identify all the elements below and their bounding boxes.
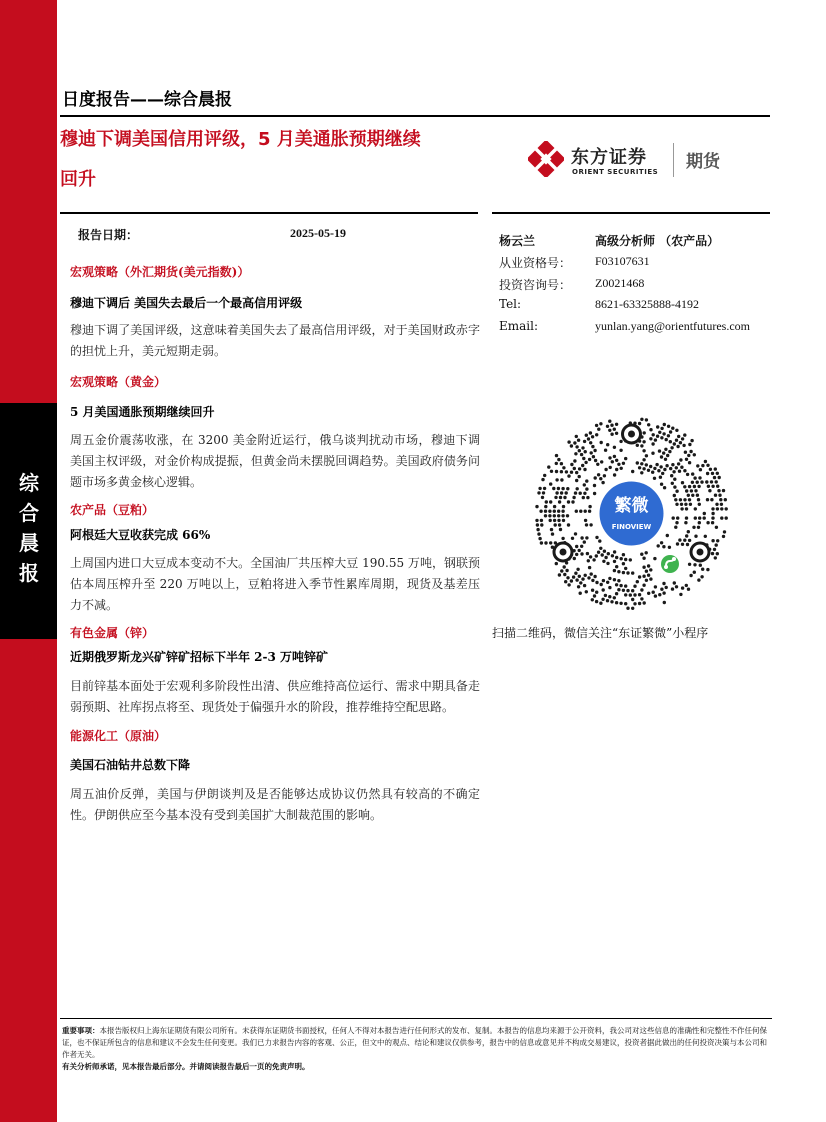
analyst-row-key: Tel:: [499, 297, 522, 311]
title-line-1: 穆迪下调美国信用评级，5 月美通胀预期继续: [60, 129, 421, 150]
title-line-2: 回升: [60, 169, 96, 190]
side-label-char: 合: [19, 501, 39, 525]
section-body: 目前锌基本面处于宏观利多阶段性出清、供应维持高位运行、需求中期具备走弱预期、社库拐点将至、现货处于偏强升水的阶段，推荐维持空配思路。: [70, 679, 480, 714]
section-subheading: 穆迪下调后 美国失去最后一个最高信用评级: [70, 296, 303, 310]
badge-brand: FINOVIEW: [611, 523, 652, 531]
side-label-char: 综: [19, 471, 39, 495]
analyst-row-key: Email:: [499, 319, 539, 333]
section-subheading: 美国石油钻井总数下降: [70, 758, 191, 772]
report-date-value: 2025-05-19: [290, 226, 346, 240]
logo-divider: [673, 143, 674, 177]
left-rule: [60, 212, 478, 214]
company-logo: [528, 139, 768, 183]
report-date-label: 报告日期：: [78, 228, 139, 242]
section-heading: 能源化工（原油）: [70, 729, 167, 743]
footer-rule: [60, 1018, 772, 1019]
analyst-name: 杨云兰: [499, 234, 536, 248]
side-label: [14, 468, 44, 588]
analyst-row-value: Z0021468: [595, 276, 645, 290]
logo-name-en: ORIENT SECURITIES: [572, 168, 659, 176]
analyst-title: 高级分析师 （农产品）: [595, 234, 720, 248]
section: [70, 372, 480, 493]
analyst-row-value[interactable]: yunlan.yang@orientfutures.com: [595, 319, 751, 333]
section-body: 穆迪下调了美国评级，这意味着美国失去了最高信用评级，对于美国财政赤字的担忧上升，美元短期走弱。: [70, 323, 480, 358]
analyst-row-value: 8621-63325888-4192: [595, 297, 699, 311]
section-heading: 宏观策略（黄金）: [70, 375, 167, 389]
section-body: 上周国内进口大豆成本变动不大。全国油厂共压榨大豆 190.55 万吨，钢联预估本周压榨升至 220 万吨以上，豆粕将进入季节性累库周期，现货及基差压力不减。: [70, 556, 480, 612]
section-heading: 宏观策略（外汇期货(美元指数)）: [70, 265, 250, 279]
disclaimer-analyst-note: 有关分析师承诺，见本报告最后部分。并请阅读报告最后一页的免责声明。: [62, 1062, 310, 1071]
section-body: 周五金价震荡收涨，在 3200 美金附近运行，俄乌谈判扰动市场，穆迪下调美国主权评级，对金价构成提振，但黄金尚未摆脱回调趋势。美国政府债务问题市场多黄金核心逻辑。: [70, 433, 480, 489]
section-body: 周五油价反弹，美国与伊朗谈判及是否能够达成协议仍然具有较高的不确定性。伊朗供应至今基本没有受到美国扩大制裁范围的影响。: [70, 787, 480, 822]
disclaimer-text: 本报告版权归上海东证期货有限公司所有。未获得东证期货书面授权，任何人不得对本报告进行任何形式的发布、复制。本报告的信息均来源于公开资料，我公司对这些信息的准确性和完整性不作任何保证，也不保证所包含的信息和建议不会发生任何变更。我们已力求报告内容的客观、公正，但文中的观点、结论和建议仅供参考，报告中的信息或意见并不构成交易建议，投资者据此做出的任何投资决策与本公司和作者无关。: [62, 1026, 767, 1059]
disclaimer-lead: 重要事项：: [62, 1026, 100, 1035]
section-subheading: 阿根廷大豆收获完成 66%: [70, 528, 211, 542]
analyst-row-key: 投资咨询号：: [499, 278, 572, 292]
qr-caption: 扫描二维码，微信关注“东证繁微”小程序: [492, 626, 709, 640]
page-title: [60, 120, 500, 200]
disclaimer: [62, 1025, 772, 1073]
section-heading: 农产品（豆粕）: [70, 503, 155, 517]
right-rule: [492, 212, 770, 214]
side-label-char: 报: [19, 561, 39, 585]
logo-name-cn: 东方证券: [571, 147, 647, 168]
section-subheading: 近期俄罗斯龙兴矿锌矿招标下半年 2-3 万吨锌矿: [70, 650, 329, 664]
section-subheading: 5 月美国通胀预期继续回升: [70, 405, 215, 419]
section: [70, 726, 480, 826]
section: [70, 262, 480, 362]
report-type: 日度报告——综合晨报: [62, 90, 232, 110]
wechat-mini-program-icon: [659, 553, 681, 575]
section: [70, 623, 480, 718]
logo-futures: 期货: [686, 152, 720, 172]
header-rule: [60, 115, 770, 117]
side-label-char: 晨: [19, 531, 39, 555]
analyst-row-key: 从业资格号：: [499, 256, 572, 270]
section-heading: 有色金属（锌）: [70, 626, 155, 640]
badge-label: 繁微: [614, 496, 649, 516]
section: [70, 500, 480, 616]
news-sections: [70, 262, 480, 826]
orient-securities-logo-icon: [528, 141, 564, 177]
analyst-row-value: F03107631: [595, 254, 650, 268]
wechat-mini-program-code[interactable]: [530, 412, 733, 615]
